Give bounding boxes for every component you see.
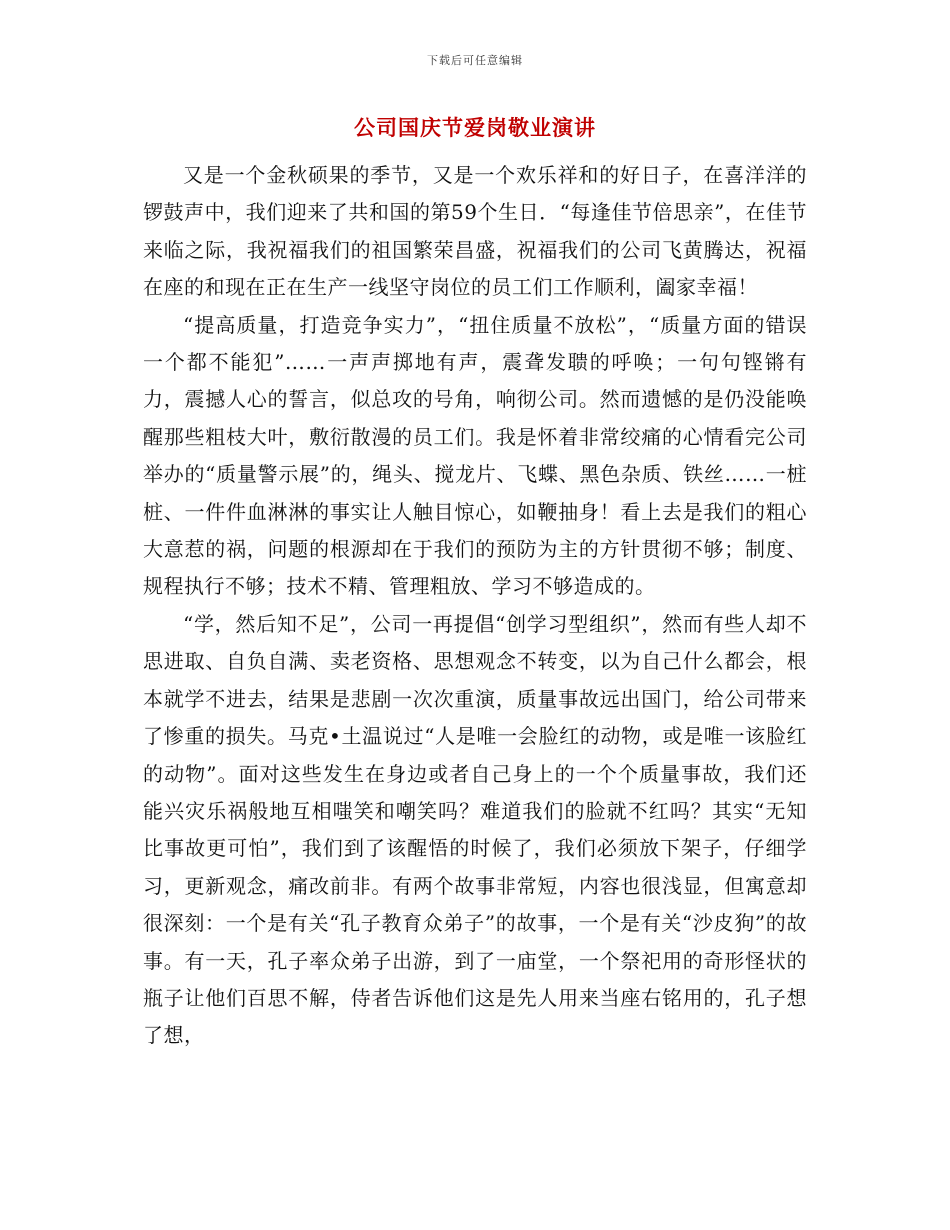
paragraph-1: 又是一个金秋硕果的季节，又是一个欢乐祥和的好日子，在喜洋洋的锣鼓声中，我们迎来了共和国的第59个生日．“每逢佳节倍思亲”，在佳节来临之际，我祝福我们的祖国繁荣昌盛，祝福我们的公司飞黄腾达，祝福在座的和现在正在生产一线坚守岗位的员工们工作顺利，阖家幸福！ [143,163,807,300]
paragraph-3: “学，然后知不足”，公司一再提倡“创学习型组织”，然而有些人却不思进取、自负自满、卖老资格、思想观念不转变，以为自己什么都会，根本就学不进去，结果是悲剧一次次重演，质量事故远出国门，给公司带来了惨重的损失。马克•土温说过“人是唯一会脸红的动物，或是唯一该脸红的动物”。面对这些发生在身边或者自己身上的一个个质量事故，我们还能兴灾乐祸般地互相嗤笑和嘲笑吗？难道我们的脸就不红吗？其实“无知比事故更可怕”，我们到了该醒悟的时候了，我们必须放下架子，仔细学习，更新观念，痛改前非。有两个故事非常短，内容也很浅显，但寓意却很深刻：一个是有关“孔子教育众弟子”的故事，一个是有关“沙皮狗”的故事。有一天，孔子率众弟子出游，到了一庙堂，一个祭祀用的奇形怪状的瓶子让他们百思不解，侍者告诉他们这是先人用来当座右铭用的，孔子想了想， [143,611,807,1048]
document-title: 公司国庆节爱岗敬业演讲 [354,115,596,140]
document-body [143,157,807,1055]
paragraph-2: “提高质量，打造竞争实力”，“扭住质量不放松”，“质量方面的错误一个都不能犯”……一声声掷地有声，震聋发聩的呼唤；一句句铿锵有力，震撼人心的誓言，似总攻的号角，响彻公司。然而遗憾的是仍没能唤醒那些粗枝大叶，敷衍散漫的员工们。我是怀着非常绞痛的心情看完公司举办的“质量警示展”的，绳头、搅龙片、飞蝶、黑色杂质、铁丝……一桩桩、一件件血淋淋的事实让人触目惊心，如鞭抽身！看上去是我们的粗心大意惹的祸，问题的根源却在于我们的预防为主的方针贯彻不够；制度、规程执行不够；技术不精、管理粗放、学习不够造成的。 [143,312,807,599]
page-header: 下载后可任意编辑 [427,54,523,67]
